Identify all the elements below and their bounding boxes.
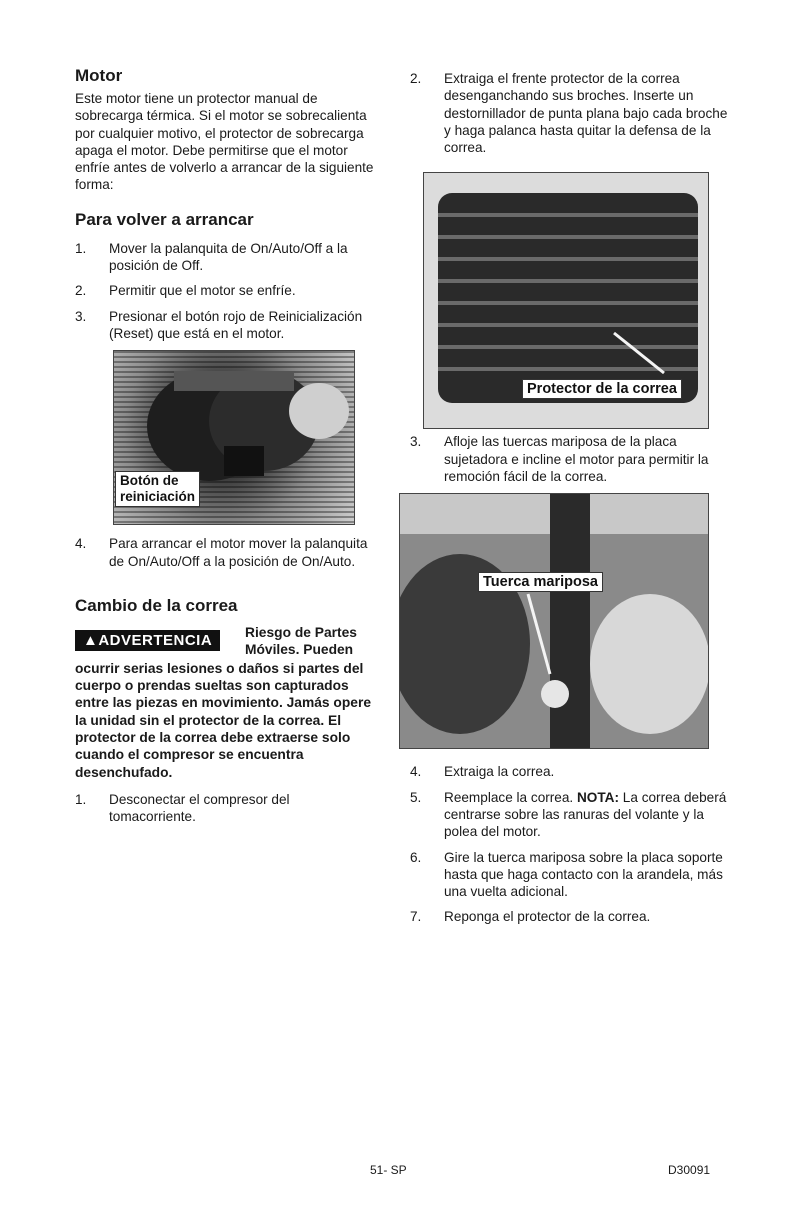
restart-step-1: 1. Mover la palanquita de On/Auto/Off a la posición de Off. (75, 240, 348, 274)
belt-step-4: 4. Extraiga la correa. (410, 764, 555, 780)
left-column (75, 66, 380, 834)
restart-step-4: 4. Para arrancar el motor mover la palanquita de On/Auto/Off a la posición de On/Auto. (75, 536, 368, 569)
document-code: D30091 (668, 1163, 711, 1177)
belt-step-6: 6. Gire la tuerca mariposa sobre la placa soporte hasta que haga contacto con la arandela, más una vuelta adicional. (410, 849, 723, 900)
reset-button-photo (113, 350, 355, 525)
restart-heading: Para volver a arrancar (75, 209, 254, 229)
warning-lead: Riesgo de Partes Móviles. Pueden (245, 624, 357, 658)
motor-intro: Este motor tiene un protector manual de sobrecarga térmica. Si el motor se sobrecalienta por cualquier motivo, el protector de sobrecarga apaga el motor. Debe permitirse que el motor enfríe antes de volverlo a arrancar de la siguiente forma: (75, 91, 374, 193)
right-column (410, 66, 730, 934)
wing-nut-illustration (400, 494, 708, 748)
belt-guard-photo (423, 172, 709, 429)
belt-step-7: 7. Reponga el protector de la correa. (410, 909, 651, 925)
belt-heading: Cambio de la correa (75, 595, 238, 615)
restart-step-3: 3. Presionar el botón rojo de Reinicialización (Reset) que está en el motor. (75, 308, 363, 341)
wing-nut-photo (399, 493, 709, 749)
belt-step-5: 5. Reemplace la correa. NOTA: La correa deberá centrarse sobre las ranuras del volante y la polea del motor. (410, 789, 727, 840)
belt-step-1: 1. Desconectar el compresor del tomacorriente. (75, 791, 290, 825)
warning-header (75, 624, 380, 660)
belt-guard-label: Protector de la correa (522, 379, 682, 399)
belt-step-2: 2. Extraiga el frente protector de la correa desenganchando sus broches. Inserte un destornillador de punta plana bajo cada broche y haga palanca hasta quitar la defensa de la correa. (410, 71, 728, 156)
page-number: 51- SP (370, 1163, 407, 1177)
nota-label: NOTA: (576, 789, 620, 805)
warning-text: ocurrir serias lesiones o daños si partes del cuerpo o prendas sueltas son capturados entre las piezas en movimiento. Jamás opere la unidad sin el protector de la correa. El protector de la correa debe extraerse solo cuando el compresor se encuentra desenchufado. (75, 660, 371, 780)
belt-step-3: 3. Afloje las tuercas mariposa de la placa sujetadora e incline el motor para permitir la remoción fácil de la correa. (410, 434, 709, 485)
wing-nut-label: Tuerca mariposa (478, 572, 603, 592)
reset-button-label: Botón de reiniciación (115, 471, 200, 507)
restart-step-2: 2. Permitir que el motor se enfríe. (75, 283, 296, 299)
warning-badge: ▲ADVERTENCIA (75, 630, 220, 651)
motor-heading: Motor (75, 66, 123, 85)
